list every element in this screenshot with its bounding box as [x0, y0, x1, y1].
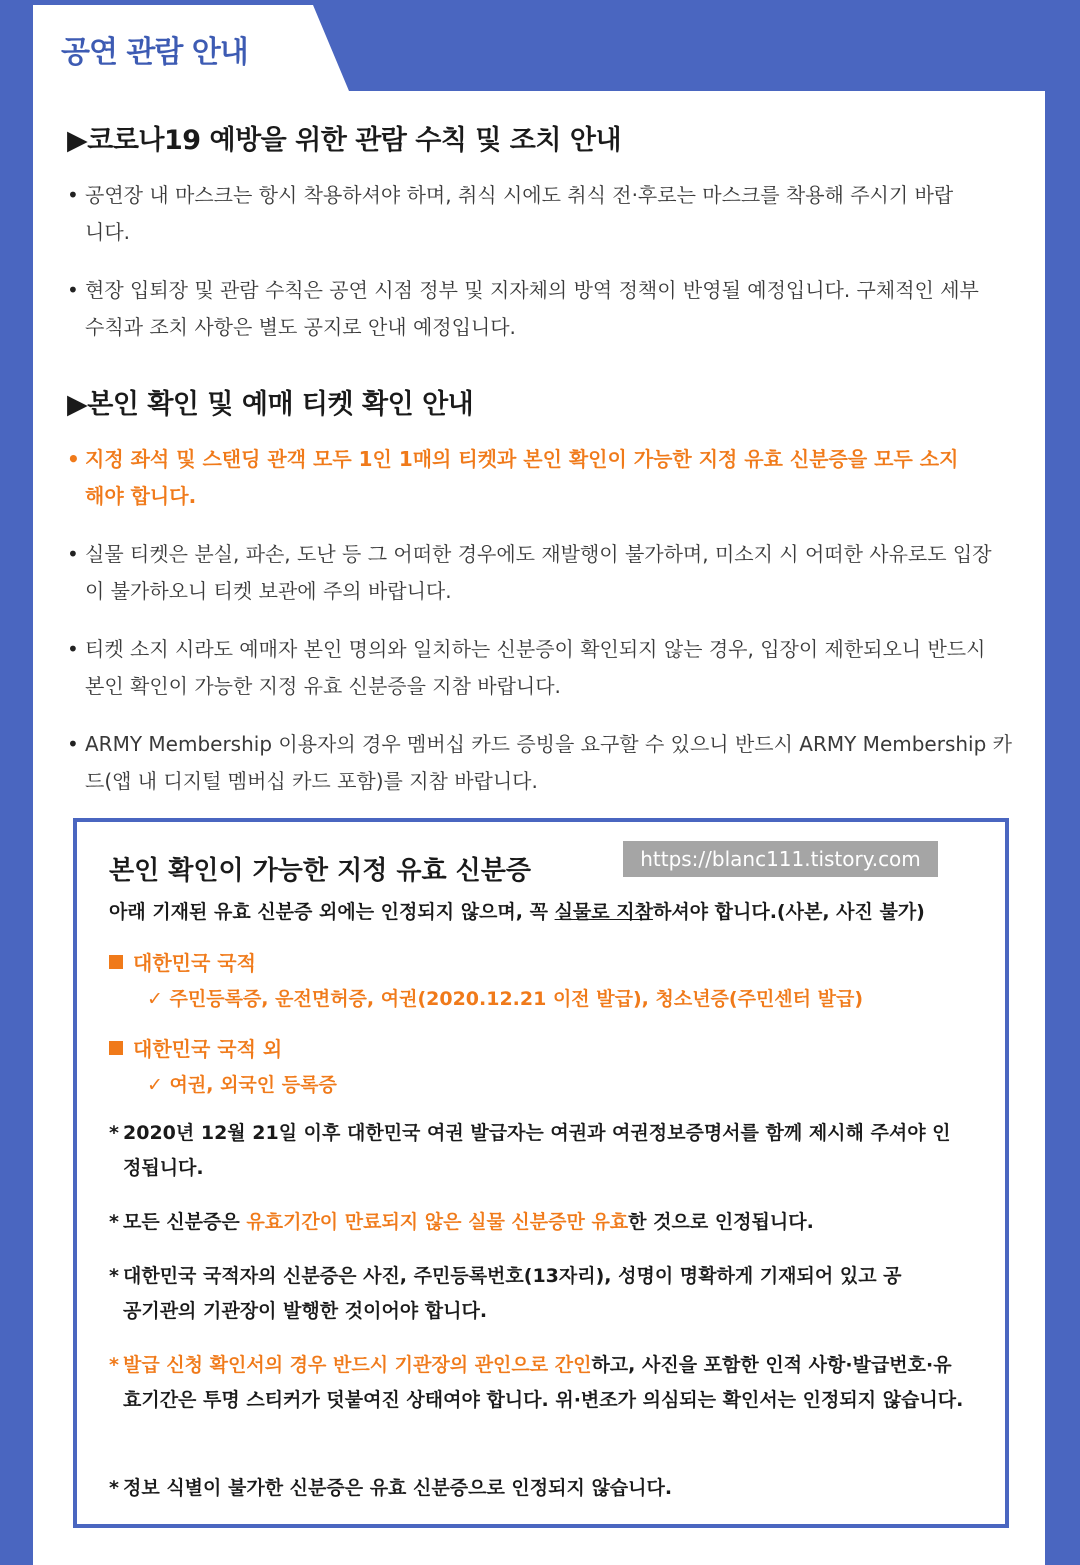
- id-box-subtitle: 아래 기재된 유효 신분증 외에는 인정되지 않으며, 꼭 실물로 지참하셔야 합니다.(사본, 사진 불가): [109, 901, 925, 923]
- list-item: • 티켓 소지 시라도 예매자 본인 명의와 일치하는 신분증이 확인되지 않는 경우, 입장이 제한되오니 반드시 본인 확인이 가능한 지정 유효 신분증을 지참 바랍니다.: [67, 631, 987, 705]
- category-foreign-items: ✓ 여권, 외국인 등록증: [147, 1074, 337, 1096]
- header-band: [313, 5, 1053, 91]
- note-unidentifiable: * 정보 식별이 불가한 신분증은 유효 신분증으로 인정되지 않습니다.: [109, 1477, 673, 1499]
- square-bullet-icon: [109, 1041, 123, 1055]
- category-foreign: 대한민국 국적 외: [109, 1033, 282, 1062]
- category-korean-items: ✓ 주민등록증, 운전면허증, 여권(2020.12.21 이전 발급), 청소년증(주민센터 발급): [147, 988, 864, 1010]
- watermark: https://blanc111.tistory.com: [623, 841, 938, 877]
- square-bullet-icon: [109, 955, 123, 969]
- note-passport: * 2020년 12월 21일 이후 대한민국 여권 발급자는 여권과 여권정보증명서를 함께 제시해 주셔야 인정됩니다.: [109, 1122, 951, 1179]
- section-title-ticket: ▶본인 확인 및 예매 티켓 확인 안내: [67, 389, 474, 420]
- note-korean-id: * 대한민국 국적자의 신분증은 사진, 주민등록번호(13자리), 성명이 명확하게 기재되어 있고 공공기관의 기관장이 발행한 것이어야 합니다.: [109, 1265, 902, 1322]
- note-confirmation: * 발급 신청 확인서의 경우 반드시 기관장의 관인으로 간인하고, 사진을 포함한 인적 사항·발급번호·유효기간은 투명 스티커가 덧붙여진 상태여야 합니다. 위·변조가 의심되는 확인서는 인정되지 않습니다.: [109, 1354, 964, 1411]
- page-title: 공연 관람 안내: [61, 35, 248, 70]
- list-item: • 공연장 내 마스크는 항시 착용하셔야 하며, 취식 시에도 취식 전·후로는 마스크를 착용해 주시기 바랍니다.: [67, 177, 967, 251]
- category-korean: 대한민국 국적: [109, 947, 256, 976]
- list-item: • 실물 티켓은 분실, 파손, 도난 등 그 어떠한 경우에도 재발행이 불가하며, 미소지 시 어떠한 사유로도 입장이 불가하오니 티켓 보관에 주의 바랍니다.: [67, 536, 1007, 610]
- highlight-notice: • 지정 좌석 및 스탠딩 관객 모두 1인 1매의 티켓과 본인 확인이 가능한 지정 유효 신분증을 모두 소지해야 합니다.: [67, 441, 967, 515]
- list-item: • ARMY Membership 이용자의 경우 멤버십 카드 증빙을 요구할 수 있으니 반드시 ARMY Membership 카드(앱 내 디지털 멤버십 카드 포함)를 지참 바랍니다.: [67, 726, 1027, 800]
- section-title-covid: ▶코로나19 예방을 위한 관람 수칙 및 조치 안내: [67, 125, 622, 156]
- list-item: • 현장 입퇴장 및 관람 수칙은 공연 시점 정부 및 지자체의 방역 정책이 반영될 예정입니다. 구체적인 세부 수칙과 조치 사항은 별도 공지로 안내 예정입니다.: [67, 272, 997, 346]
- note-valid-period: * 모든 신분증은 유효기간이 만료되지 않은 실물 신분증만 유효한 것으로 인정됩니다.: [109, 1211, 814, 1233]
- id-box-title: 본인 확인이 가능한 지정 유효 신분증: [109, 856, 531, 886]
